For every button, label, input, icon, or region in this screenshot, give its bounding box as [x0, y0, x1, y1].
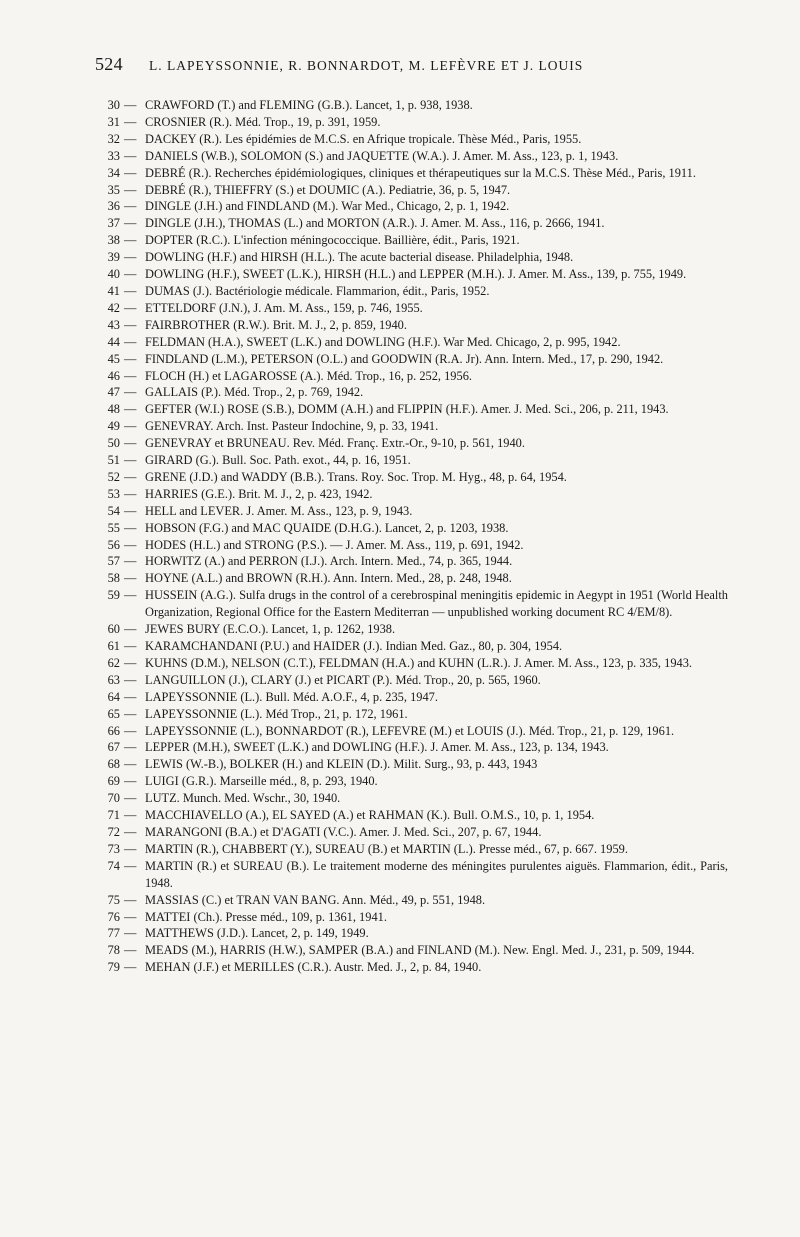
reference-item — [100, 909, 728, 926]
reference-number: 37 — [107, 216, 120, 231]
reference-number: 31 — [107, 114, 120, 129]
reference-text: LEPPER (M.H.), SWEET (L.K.) and DOWLING (H.F.). J. Amer. M. Ass., 123, p. 134, 1943. — [145, 740, 609, 755]
reference-number: 54 — [107, 503, 120, 518]
reference-item — [100, 959, 728, 976]
reference-item — [100, 283, 728, 300]
reference-dash: — — [124, 402, 137, 417]
reference-item — [100, 165, 728, 182]
reference-dash: — — [124, 233, 137, 248]
reference-item — [100, 215, 728, 232]
reference-dash: — — [124, 182, 137, 197]
reference-text: MEHAN (J.F.) et MERILLES (C.R.). Austr. Med. J., 2, p. 84, 1940. — [145, 960, 482, 975]
reference-number: 41 — [107, 283, 120, 298]
reference-text: CROSNIER (R.). Méd. Trop., 19, p. 391, 1959. — [145, 114, 381, 129]
reference-text: GIRARD (G.). Bull. Soc. Path. exot., 44, p. 16, 1951. — [145, 453, 411, 468]
reference-item — [100, 807, 728, 824]
reference-text: DANIELS (W.B.), SOLOMON (S.) and JAQUETTE (W.A.). J. Amer. M. Ass., 123, p. 1, 1943. — [145, 148, 619, 163]
reference-text: FLOCH (H.) et LAGAROSSE (A.). Méd. Trop., 16, p. 252, 1956. — [145, 368, 472, 383]
reference-number: 30 — [107, 98, 120, 112]
reference-number: 39 — [107, 250, 120, 265]
reference-number: 42 — [107, 300, 120, 315]
reference-text: DINGLE (J.H.), THOMAS (L.) and MORTON (A.R.). J. Amer. M. Ass., 116, p. 2666, 1941. — [145, 216, 605, 231]
reference-dash: — — [124, 351, 137, 366]
reference-number: 71 — [107, 808, 120, 823]
reference-item — [100, 570, 728, 587]
reference-text: LAPEYSSONNIE (L.). Méd Trop., 21, p. 172, 1961. — [145, 706, 408, 721]
reference-dash: — — [124, 757, 137, 772]
reference-dash: — — [124, 960, 137, 975]
reference-dash: — — [124, 926, 137, 941]
reference-item — [100, 97, 728, 114]
reference-item — [100, 672, 728, 689]
reference-item — [100, 925, 728, 942]
reference-dash: — — [124, 419, 137, 434]
reference-dash: — — [124, 216, 137, 231]
reference-number: 58 — [107, 571, 120, 586]
reference-number: 73 — [107, 841, 120, 856]
reference-item — [100, 182, 728, 199]
reference-item — [100, 520, 728, 537]
reference-text: DOPTER (R.C.). L'infection méningococcique. Baillière, édit., Paris, 1921. — [145, 233, 520, 248]
reference-text: LAPEYSSONNIE (L.). Bull. Méd. A.O.F., 4, p. 235, 1947. — [145, 689, 438, 704]
reference-dash: — — [124, 267, 137, 282]
reference-number: 77 — [107, 926, 120, 941]
reference-item — [100, 858, 728, 892]
reference-text: MARANGONI (B.A.) et D'AGATI (V.C.). Amer. J. Med. Sci., 207, p. 67, 1944. — [145, 824, 542, 839]
reference-dash: — — [124, 740, 137, 755]
reference-dash: — — [124, 943, 137, 958]
reference-text: HELL and LEVER. J. Amer. M. Ass., 123, p. 9, 1943. — [145, 503, 413, 518]
reference-dash: — — [124, 791, 137, 806]
reference-text: HUSSEIN (A.G.). Sulfa drugs in the control of a cerebrospinal meningitis epidemic in Aegypt in 1951 (World Health Organization, Regional Office for the Eastern Mediterran — unpublished working document RC 4/EM/8). — [145, 588, 728, 620]
reference-number: 55 — [107, 520, 120, 535]
reference-item — [100, 790, 728, 807]
reference-number: 67 — [107, 740, 120, 755]
reference-dash: — — [124, 689, 137, 704]
reference-item — [100, 621, 728, 638]
reference-dash: — — [124, 909, 137, 924]
reference-text: DINGLE (J.H.) and FINDLAND (M.). War Med., Chicago, 2, p. 1, 1942. — [145, 199, 510, 214]
reference-text: MEADS (M.), HARRIS (H.W.), SAMPER (B.A.) and FINLAND (M.). New. Engl. Med. J., 231, p. 509, 1944. — [145, 943, 695, 958]
reference-item — [100, 942, 728, 959]
reference-number: 60 — [107, 622, 120, 637]
reference-number: 64 — [107, 689, 120, 704]
reference-text: FELDMAN (H.A.), SWEET (L.K.) and DOWLING (H.F.). War Med. Chicago, 2, p. 995, 1942. — [145, 334, 621, 349]
reference-text: FINDLAND (L.M.), PETERSON (O.L.) and GOODWIN (R.A. Jr). Ann. Intern. Med., 17, p. 290, 1942. — [145, 351, 664, 366]
reference-dash: — — [124, 723, 137, 738]
reference-text: DEBRÉ (R.), THIEFFRY (S.) et DOUMIC (A.). Pediatrie, 36, p. 5, 1947. — [145, 182, 511, 197]
reference-number: 44 — [107, 334, 120, 349]
reference-number: 47 — [107, 385, 120, 400]
reference-item — [100, 452, 728, 469]
reference-text: HOYNE (A.L.) and BROWN (R.H.). Ann. Intern. Med., 28, p. 248, 1948. — [145, 571, 512, 586]
reference-text: LAPEYSSONNIE (L.), BONNARDOT (R.), LEFEVRE (M.) et LOUIS (J.). Méd. Trop., 21, p. 129, 1961. — [145, 723, 675, 738]
reference-dash: — — [124, 639, 137, 653]
reference-item — [100, 351, 728, 368]
reference-dash: — — [124, 436, 137, 451]
reference-dash: — — [124, 672, 137, 687]
reference-text: HARRIES (G.E.). Brit. M. J., 2, p. 423, 1942. — [145, 486, 373, 501]
reference-item — [100, 503, 728, 520]
reference-item — [100, 638, 728, 655]
reference-dash: — — [124, 571, 137, 586]
reference-number: 33 — [107, 148, 120, 163]
reference-dash: — — [124, 250, 137, 265]
reference-item — [100, 300, 728, 317]
reference-number: 59 — [107, 588, 120, 603]
running-header — [95, 54, 735, 75]
reference-number: 45 — [107, 351, 120, 366]
reference-number: 69 — [107, 774, 120, 789]
reference-dash: — — [124, 148, 137, 163]
reference-item — [100, 689, 728, 706]
reference-number: 68 — [107, 757, 120, 772]
reference-text: MASSIAS (C.) et TRAN VAN BANG. Ann. Méd., 49, p. 551, 1948. — [145, 892, 486, 907]
reference-text: DOWLING (H.F.) and HIRSH (H.L.). The acute bacterial disease. Philadelphia, 1948. — [145, 250, 574, 265]
reference-item — [100, 401, 728, 418]
reference-item — [100, 317, 728, 334]
reference-dash: — — [124, 486, 137, 501]
reference-text: GRENE (J.D.) and WADDY (B.B.). Trans. Roy. Soc. Trop. M. Hyg., 48, p. 64, 1954. — [145, 469, 567, 484]
reference-dash: — — [124, 706, 137, 721]
reference-number: 49 — [107, 419, 120, 434]
reference-dash: — — [124, 824, 137, 839]
reference-number: 46 — [107, 368, 120, 383]
reference-number: 76 — [107, 909, 120, 924]
reference-text: DACKEY (R.). Les épidémies de M.C.S. en Afrique tropicale. Thèse Méd., Paris, 1955. — [145, 131, 582, 146]
reference-number: 66 — [107, 723, 120, 738]
reference-text: CRAWFORD (T.) and FLEMING (G.B.). Lancet, 1, p. 938, 1938. — [145, 98, 473, 112]
reference-dash: — — [124, 774, 137, 789]
reference-item — [100, 723, 728, 740]
reference-item — [100, 232, 728, 249]
reference-number: 52 — [107, 469, 120, 484]
reference-number: 35 — [107, 182, 120, 197]
reference-item — [100, 486, 728, 503]
reference-number: 50 — [107, 436, 120, 451]
reference-number: 75 — [107, 892, 120, 907]
reference-item — [100, 435, 728, 452]
reference-dash: — — [124, 283, 137, 298]
reference-item — [100, 266, 728, 283]
reference-dash: — — [124, 655, 137, 670]
reference-item — [100, 824, 728, 841]
reference-dash: — — [124, 554, 137, 569]
reference-item — [100, 131, 728, 148]
reference-text: GENEVRAY. Arch. Inst. Pasteur Indochine, 9, p. 33, 1941. — [145, 419, 439, 434]
reference-number: 34 — [107, 165, 120, 180]
reference-item — [100, 756, 728, 773]
reference-text: HOBSON (F.G.) and MAC QUAIDE (D.H.G.). Lancet, 2, p. 1203, 1938. — [145, 520, 509, 535]
reference-dash: — — [124, 503, 137, 518]
reference-list — [100, 97, 728, 976]
reference-item — [100, 739, 728, 756]
reference-dash: — — [124, 334, 137, 349]
reference-item — [100, 841, 728, 858]
reference-number: 65 — [107, 706, 120, 721]
reference-dash: — — [124, 114, 137, 129]
running-header-authors: L. LAPEYSSONNIE, R. BONNARDOT, M. LEFÈVRE ET J. LOUIS — [148, 58, 584, 73]
reference-text: GALLAIS (P.). Méd. Trop., 2, p. 769, 1942. — [145, 385, 364, 400]
reference-text: HORWITZ (A.) and PERRON (I.J.). Arch. Intern. Med., 74, p. 365, 1944. — [145, 554, 513, 569]
reference-number: 43 — [107, 317, 120, 332]
reference-item — [100, 384, 728, 401]
reference-item — [100, 773, 728, 790]
reference-number: 57 — [107, 554, 120, 569]
reference-item — [100, 706, 728, 723]
reference-text: LANGUILLON (J.), CLARY (J.) et PICART (P.). Méd. Trop., 20, p. 565, 1960. — [145, 672, 541, 687]
reference-item — [100, 249, 728, 266]
reference-dash: — — [124, 98, 137, 112]
reference-dash: — — [124, 385, 137, 400]
reference-item — [100, 114, 728, 131]
reference-text: LEWIS (W.-B.), BOLKER (H.) and KLEIN (D.). Milit. Surg., 93, p. 443, 1943 — [145, 757, 538, 772]
reference-text: GEFTER (W.I.) ROSE (S.B.), DOMM (A.H.) and FLIPPIN (H.F.). Amer. J. Med. Sci., 206, p. 211, 1943. — [145, 402, 669, 417]
reference-dash: — — [124, 858, 137, 873]
reference-number: 61 — [107, 639, 120, 653]
reference-dash: — — [124, 520, 137, 535]
reference-number: 53 — [107, 486, 120, 501]
reference-item — [100, 418, 728, 435]
reference-text: JEWES BURY (E.C.O.). Lancet, 1, p. 1262, 1938. — [145, 622, 396, 637]
reference-item — [100, 553, 728, 570]
reference-number: 51 — [107, 453, 120, 468]
reference-text: FAIRBROTHER (R.W.). Brit. M. J., 2, p. 859, 1940. — [145, 317, 407, 332]
reference-text: KARAMCHANDANI (P.U.) and HAIDER (J.). Indian Med. Gaz., 80, p. 304, 1954. — [145, 639, 563, 653]
reference-number: 79 — [107, 960, 120, 975]
reference-dash: — — [124, 892, 137, 907]
reference-dash: — — [124, 453, 137, 468]
reference-number: 40 — [107, 267, 120, 282]
reference-item — [100, 334, 728, 351]
reference-text: KUHNS (D.M.), NELSON (C.T.), FELDMAN (H.A.) and KUHN (L.R.). J. Amer. M. Ass., 123, p. 335, 1943. — [145, 655, 693, 670]
reference-dash: — — [124, 368, 137, 383]
reference-dash: — — [124, 165, 137, 180]
reference-text: HODES (H.L.) and STRONG (P.S.). — J. Amer. M. Ass., 119, p. 691, 1942. — [145, 537, 524, 552]
page-number: 524 — [95, 54, 123, 74]
reference-item — [100, 469, 728, 486]
reference-dash: — — [124, 588, 137, 603]
reference-number: 32 — [107, 131, 120, 146]
reference-text: MARTIN (R.) et SUREAU (B.). Le traitement moderne des méningites purulentes aiguës. Flammarion, édit., Paris, 1948. — [145, 858, 728, 890]
reference-text: LUTZ. Munch. Med. Wschr., 30, 1940. — [145, 791, 341, 806]
reference-dash: — — [124, 622, 137, 637]
reference-number: 48 — [107, 402, 120, 417]
reference-number: 72 — [107, 824, 120, 839]
reference-item — [100, 148, 728, 165]
reference-dash: — — [124, 469, 137, 484]
reference-item — [100, 198, 728, 215]
reference-text: MATTEI (Ch.). Presse méd., 109, p. 1361, 1941. — [145, 909, 387, 924]
reference-item — [100, 655, 728, 672]
reference-number: 62 — [107, 655, 120, 670]
reference-text: LUIGI (G.R.). Marseille méd., 8, p. 293, 1940. — [145, 774, 378, 789]
reference-text: ETTELDORF (J.N.), J. Am. M. Ass., 159, p. 746, 1955. — [145, 300, 423, 315]
reference-dash: — — [124, 199, 137, 214]
reference-text: GENEVRAY et BRUNEAU. Rev. Méd. Franç. Extr.-Or., 9-10, p. 561, 1940. — [145, 436, 525, 451]
reference-number: 56 — [107, 537, 120, 552]
reference-text: MACCHIAVELLO (A.), EL SAYED (A.) et RAHMAN (K.). Bull. O.M.S., 10, p. 1, 1954. — [145, 808, 595, 823]
reference-text: DOWLING (H.F.), SWEET (L.K.), HIRSH (H.L.) and LEPPER (M.H.). J. Amer. M. Ass., 139, p. 755, 1949. — [145, 267, 687, 282]
reference-number: 36 — [107, 199, 120, 214]
reference-dash: — — [124, 300, 137, 315]
reference-dash: — — [124, 841, 137, 856]
reference-number: 38 — [107, 233, 120, 248]
reference-number: 70 — [107, 791, 120, 806]
reference-number: 74 — [107, 858, 120, 873]
reference-item — [100, 537, 728, 554]
reference-number: 63 — [107, 672, 120, 687]
reference-dash: — — [124, 537, 137, 552]
reference-item — [100, 368, 728, 385]
reference-item — [100, 892, 728, 909]
reference-text: DEBRÉ (R.). Recherches épidémiologiques, cliniques et thérapeutiques sur la M.C.S. Thèse Méd., Paris, 1911. — [145, 165, 696, 180]
reference-number: 78 — [107, 943, 120, 958]
reference-dash: — — [124, 317, 137, 332]
reference-text: MATTHEWS (J.D.). Lancet, 2, p. 149, 1949. — [145, 926, 369, 941]
reference-item — [100, 587, 728, 621]
reference-text: DUMAS (J.). Bactériologie médicale. Flammarion, édit., Paris, 1952. — [145, 283, 490, 298]
reference-dash: — — [124, 131, 137, 146]
reference-text: MARTIN (R.), CHABBERT (Y.), SUREAU (B.) et MARTIN (L.). Presse méd., 67, p. 667. 1959. — [145, 841, 628, 856]
reference-dash: — — [124, 808, 137, 823]
